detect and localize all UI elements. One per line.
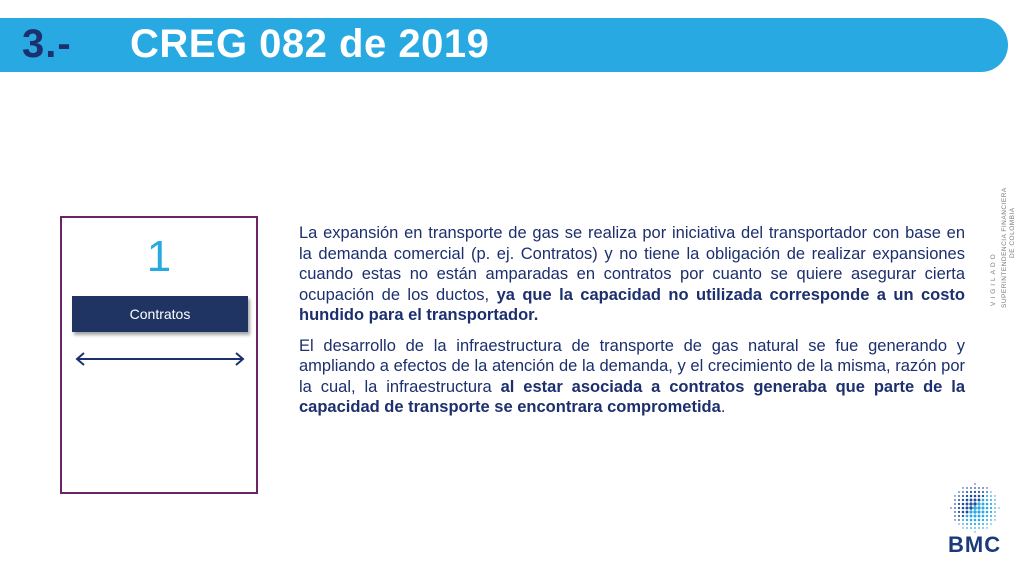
body-text (299, 223, 965, 428)
company-logo: BMC (948, 532, 1002, 557)
vigilado-mark (988, 178, 1018, 308)
paragraph-1: La expansión en transporte de gas se realiza por iniciativa del transportador con base en la demanda comercial (p. ej. Contratos) y no tiene la obligación de realizar expansiones cuando estas no están amparadas en contratos por cuanto se quiere asegurar cierta ocupación de los ductos, ya que la capacidad no utilizada corresponde a un costo hundido para el transportador. (299, 224, 965, 324)
concept-card (60, 216, 258, 494)
double-arrow-icon (74, 352, 246, 366)
card-number: 1 (146, 232, 172, 281)
superintendencia-label: SUPERINTENDENCIA FINANCIERA (1001, 187, 1008, 308)
colombia-label: DE COLOMBIA (1009, 207, 1016, 258)
card-label: Contratos (72, 296, 248, 332)
vigilado-label: VIGILADO (990, 251, 997, 306)
page-title: CREG 082 de 2019 (130, 22, 490, 66)
section-number: 3.- (22, 22, 72, 66)
paragraph-2: El desarrollo de la infraestructura de transporte de gas natural se fue generando y ampliando a efectos de la atención de la demanda, y el crecimiento de la misma, razón por la cual, la infraestructura al estar asociada a contratos generaba que parte de la capacidad de transporte se encontrara comprometida. (299, 336, 965, 416)
